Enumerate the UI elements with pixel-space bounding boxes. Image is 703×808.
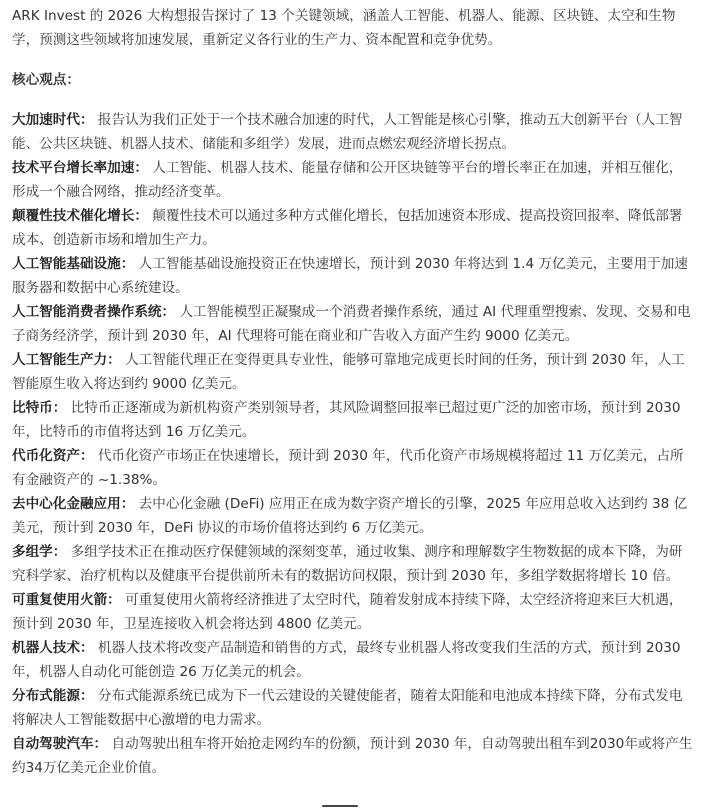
key-point-text: 人工智能模型正凝聚成一个消费者操作系统，通过 AI 代理重塑搜索、发现、交易和电子商务经济学，预计到 2030 年，AI 代理将可能在商业和广告收入方面产生约 9000 亿美元。 <box>12 304 691 344</box>
cut-off-footer-fragment <box>322 800 358 808</box>
key-point-text: 自动驾驶出租车将开始抢走网约车的份额，预计到 2030 年，自动驾驶出租车到2030年或将产生约34万亿美元企业价值。 <box>12 736 693 776</box>
key-point-text: 分布式能源系统已成为下一代云建设的关键使能者，随着太阳能和电池成本持续下降，分布式发电将解决人工智能数据中心激增的电力需求。 <box>12 688 683 728</box>
key-point-term: 颠覆性技术催化增长： <box>12 208 148 224</box>
key-point-text: 机器人技术将改变产品制造和销售的方式，最终专业机器人将改变我们生活的方式，预计到 2030 年，机器人自动化可能创造 26 万亿美元的机会。 <box>12 640 681 680</box>
key-point-text: 人工智能、机器人技术、能量存储和公开区块链等平台的增长率正在加速，并相互催化，形成一个融合网络，推动经济变革。 <box>12 160 683 200</box>
key-point-term: 比特币： <box>12 400 67 416</box>
key-point-item <box>12 684 693 732</box>
key-point-term: 自动驾驶汽车： <box>12 736 108 752</box>
key-point-term: 代币化资产： <box>12 448 94 464</box>
key-point-term: 人工智能消费者操作系统： <box>12 304 176 320</box>
key-point-term: 多组学： <box>12 544 67 560</box>
key-point-term: 大加速时代： <box>12 112 94 128</box>
key-point-text: 可重复使用火箭将经济推进了太空时代，随着发射成本持续下降，太空经济将迎来巨大机遇，预计到 2030 年，卫星连接收入机会将达到 4800 亿美元。 <box>12 592 683 632</box>
key-point-item <box>12 540 693 588</box>
key-point-text: 人工智能代理正在变得更具专业性，能够可靠地完成更长时间的任务，预计到 2030 年，人工智能原生收入将达到约 9000 亿美元。 <box>12 352 685 392</box>
key-point-text: 比特币正逐渐成为新机构资产类别领导者，其风险调整回报率已超过更广泛的加密市场，预计到 2030 年，比特币的市值将达到 16 万亿美元。 <box>12 400 681 440</box>
key-point-item <box>12 732 693 780</box>
key-point-item <box>12 252 693 300</box>
key-point-item <box>12 204 693 252</box>
key-point-item <box>12 348 693 396</box>
key-points-list <box>12 108 693 780</box>
key-point-item <box>12 156 693 204</box>
key-point-item <box>12 636 693 684</box>
key-point-term: 去中心化金融应用： <box>12 496 135 512</box>
key-point-text: 去中心化金融 (DeFi) 应用正在成为数字资产增长的引擎，2025 年应用总收入达到约 38 亿美元，预计到 2030 年，DeFi 协议的市场价值将达到约 6 万亿美元。 <box>12 496 688 536</box>
key-point-text: 代币化资产市场正在快速增长，预计到 2030 年，代币化资产市场规模将超过 11 万亿美元，占所有金融资产的 ~1.38%。 <box>12 448 684 488</box>
key-point-text: 报告认为我们正处于一个技术融合加速的时代，人工智能是核心引擎，推动五大创新平台（人工智能、公共区块链、机器人技术、储能和多组学）发展，进而点燃宏观经济增长拐点。 <box>12 112 683 152</box>
key-point-item <box>12 444 693 492</box>
intro-paragraph: ARK Invest 的 2026 大构想报告探讨了 13 个关键领域，涵盖人工智能、机器人、能源、区块链、太空和生物学，预测这些领域将加速发展，重新定义各行业的生产力、资本配置和竞争优势。 <box>12 8 676 48</box>
key-point-text: 人工智能基础设施投资正在快速增长，预计到 2030 年将达到 1.4 万亿美元，主要用于加速服务器和数据中心系统建设。 <box>12 256 688 296</box>
key-point-text: 颠覆性技术可以通过多种方式催化增长，包括加速资本形成、提高投资回报率、降低部署成本、创造新市场和增加生产力。 <box>12 208 683 248</box>
key-point-term: 人工智能生产力： <box>12 352 121 368</box>
key-point-term: 可重复使用火箭： <box>12 592 121 608</box>
key-point-term: 技术平台增长率加速： <box>12 160 148 176</box>
key-point-text: 多组学技术正在推动医疗保健领域的深刻变革，通过收集、测序和理解数字生物数据的成本下降，为研究科学家、治疗机构以及健康平台提供前所未有的数据访问权限，预计到 2030 年，多组学数据将增长 10 倍。 <box>12 544 683 584</box>
key-point-item <box>12 396 693 444</box>
key-point-term: 机器人技术： <box>12 640 94 656</box>
key-point-item <box>12 492 693 540</box>
key-point-term: 分布式能源： <box>12 688 94 704</box>
key-point-term: 人工智能基础设施： <box>12 256 135 272</box>
key-point-item <box>12 588 693 636</box>
key-point-item <box>12 108 693 156</box>
section-title: 核心观点： <box>12 72 80 88</box>
key-point-item <box>12 300 693 348</box>
